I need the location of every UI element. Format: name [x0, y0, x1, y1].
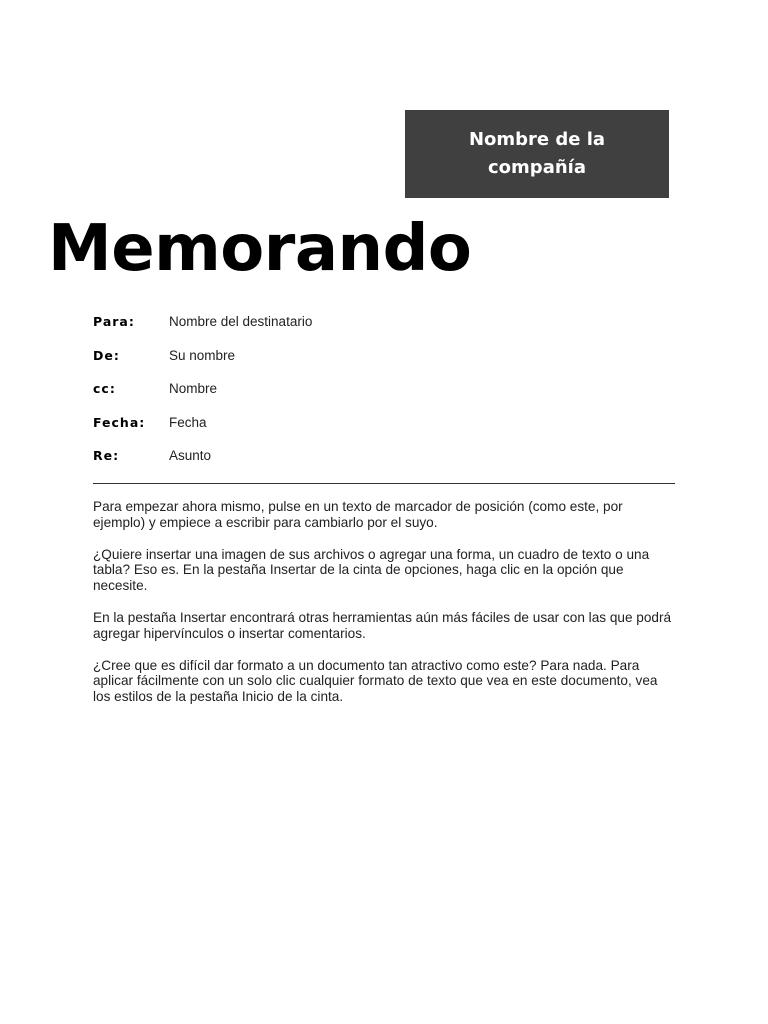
- field-row-para: [93, 312, 675, 346]
- field-value-sender[interactable]: Su nombre: [169, 347, 236, 363]
- field-value-subject[interactable]: Asunto: [169, 448, 212, 463]
- field-value-recipient[interactable]: Nombre del destinatario: [169, 314, 313, 329]
- memo-body: [93, 499, 678, 721]
- field-value-date[interactable]: Fecha: [169, 414, 207, 430]
- company-name[interactable]: Nombre de la compañía: [468, 129, 606, 178]
- memo-header-fields: [93, 312, 675, 480]
- field-label-de: De:: [93, 347, 120, 363]
- company-name-box[interactable]: [405, 110, 669, 198]
- field-value-cc[interactable]: Nombre: [169, 381, 218, 396]
- body-paragraph-4[interactable]: ¿Cree que es difícil dar formato a un documento tan atractivo como este? Para nada. Para aplicar fácilmente con un solo clic cualquier formato de texto que vea en este documento, vea los estilos de la pestaña Inicio de la cinta.: [93, 657, 658, 705]
- body-paragraph-3[interactable]: En la pestaña Insertar encontrará otras herramientas aún más fáciles de usar con las que podrá agregar hipervínculos o insertar comentarios.: [93, 609, 672, 641]
- field-label-para: Para:: [93, 314, 135, 329]
- field-row-fecha: [93, 413, 675, 447]
- body-paragraph-1[interactable]: Para empezar ahora mismo, pulse en un texto de marcador de posición (como este, por ejemplo) y empiece a escribir para cambiarlo por el suyo.: [93, 499, 623, 530]
- field-label-cc: cc:: [93, 381, 116, 396]
- header-divider: [93, 483, 675, 484]
- memo-title: Memorando: [48, 212, 472, 286]
- field-label-re: Re:: [93, 448, 120, 463]
- field-label-fecha: Fecha:: [93, 414, 146, 430]
- field-row-re: [93, 446, 675, 480]
- field-row-de: [93, 346, 675, 380]
- body-paragraph-2[interactable]: ¿Quiere insertar una imagen de sus archivos o agregar una forma, un cuadro de texto o una tabla? Eso es. En la pestaña Insertar de la cinta de opciones, haga clic en la opción que necesite.: [93, 546, 650, 594]
- field-row-cc: [93, 379, 675, 413]
